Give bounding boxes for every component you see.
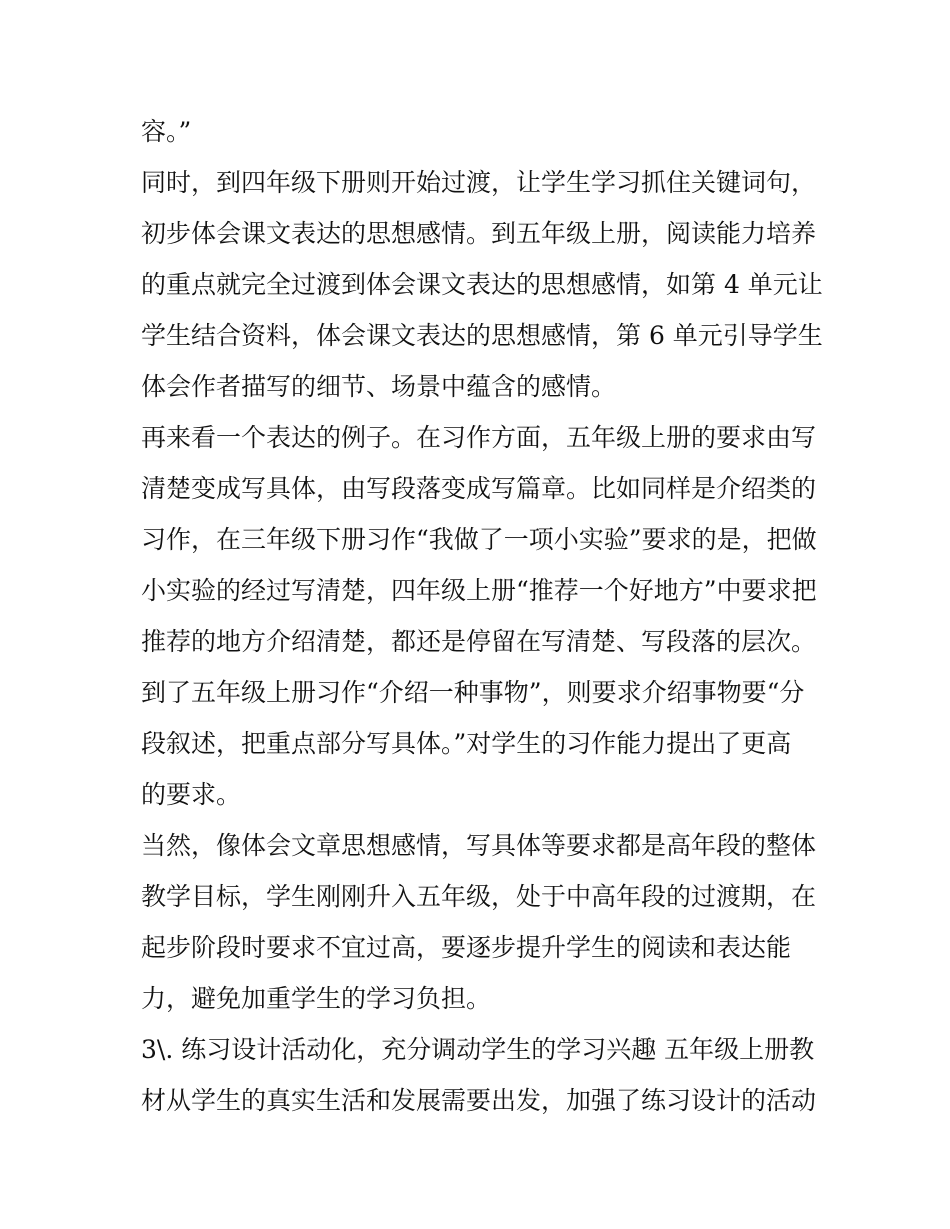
text-line-18: 力，避免加重学生的学习负担。 xyxy=(141,984,492,1013)
text-line-6: 体会作者描写的细节、场景中蕴含的感情。 xyxy=(141,372,617,401)
body-text xyxy=(141,106,821,1126)
text-line-12: 到了五年级上册习作“介绍一种事物”，则要求介绍事物要“分 xyxy=(141,678,805,707)
text-line-3: 初步体会课文表达的思想感情。到五年级上册，阅读能力培养 xyxy=(141,219,817,248)
text-line-4: 的重点就完全过渡到体会课文表达的思想感情，如第 4 单元让 xyxy=(141,270,823,299)
text-line-14: 的要求。 xyxy=(141,780,242,809)
text-line-5: 学生结合资料，体会课文表达的思想感情，第 6 单元引导学生 xyxy=(141,321,823,350)
text-line-11: 推荐的地方介绍清楚，都还是停留在写清楚、写段落的层次。 xyxy=(141,627,817,656)
text-line-8: 清楚变成写具体，由写段落变成写篇章。比如同样是介绍类的 xyxy=(141,474,817,503)
text-line-19: 3\. 练习设计活动化，充分调动学生的学习兴趣 五年级上册教 xyxy=(141,1035,815,1064)
text-line-7: 再来看一个表达的例子。在习作方面，五年级上册的要求由写 xyxy=(141,423,817,452)
text-line-17: 起步阶段时要求不宜过高，要逐步提升学生的阅读和表达能 xyxy=(141,933,792,962)
text-line-20: 材从学生的真实生活和发展需要出发，加强了练习设计的活动 xyxy=(141,1086,817,1115)
text-line-13: 段叙述，把重点部分写具体。”对学生的习作能力提出了更高 xyxy=(141,729,792,758)
text-line-16: 教学目标，学生刚刚升入五年级，处于中高年段的过渡期，在 xyxy=(141,882,817,911)
text-line-2: 同时，到四年级下册则开始过渡，让学生学习抓住关键词句， xyxy=(141,168,817,197)
text-line-1: 容。” xyxy=(141,117,192,146)
text-line-15: 当然，像体会文章思想感情，写具体等要求都是高年段的整体 xyxy=(141,831,817,860)
text-line-10: 小实验的经过写清楚，四年级上册“推荐一个好地方”中要求把 xyxy=(141,576,817,605)
text-line-9: 习作，在三年级下册习作“我做了一项小实验”要求的是，把做 xyxy=(141,525,817,554)
